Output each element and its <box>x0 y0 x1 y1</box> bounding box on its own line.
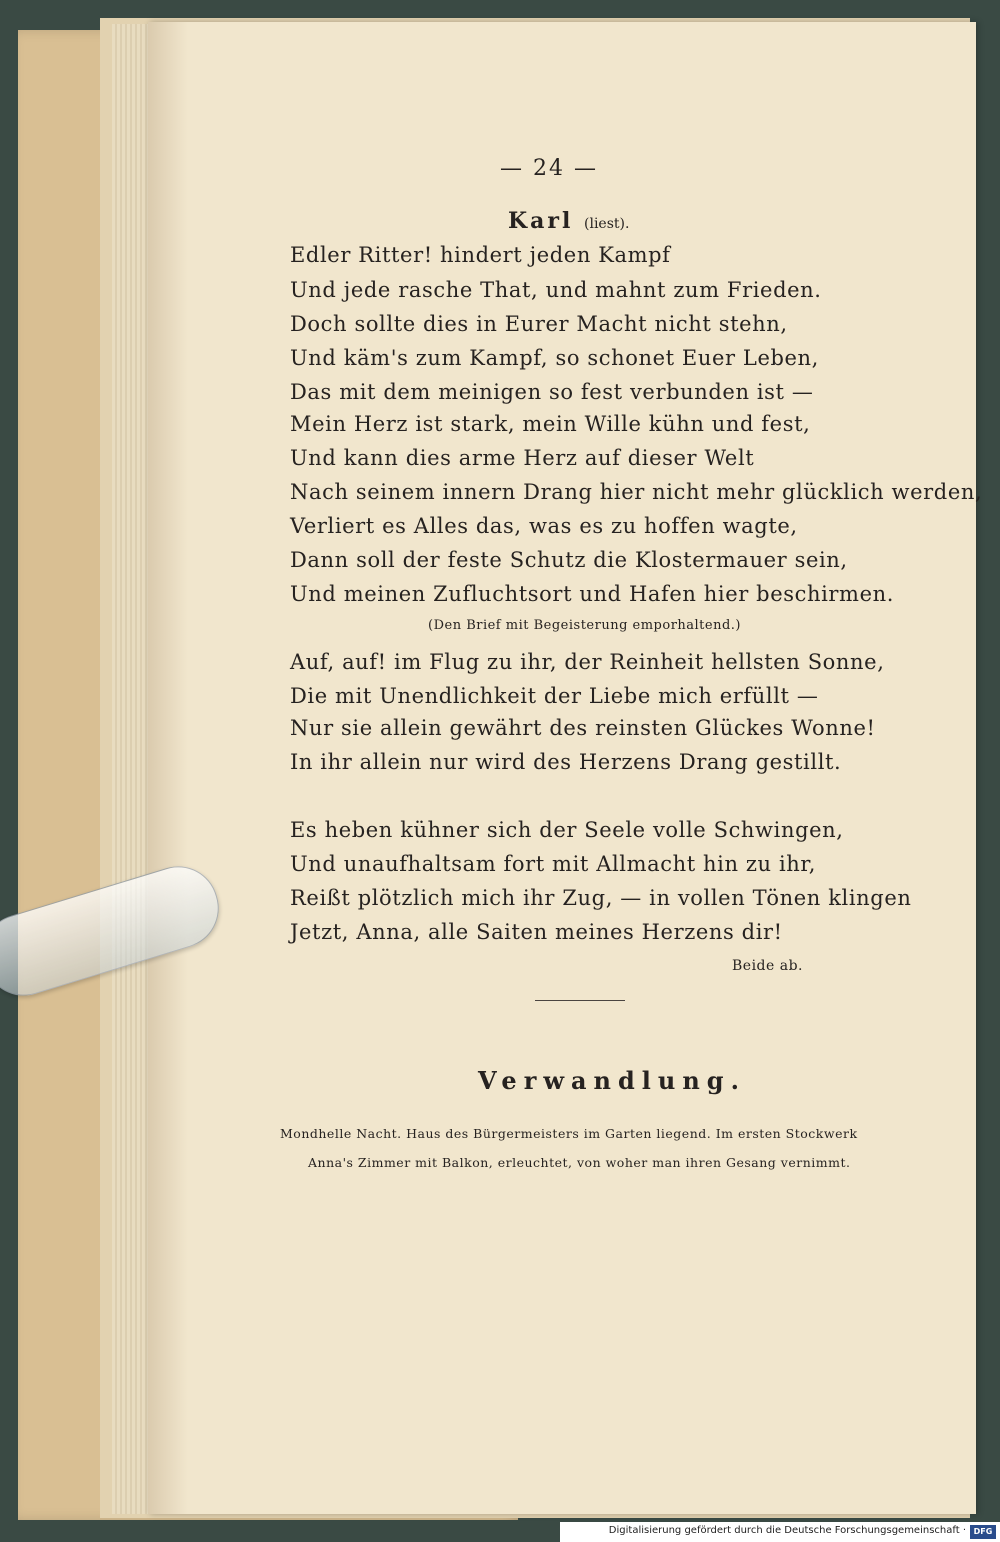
verse-line: Dann soll der feste Schutz die Klostermauer sein, <box>290 548 848 572</box>
scene-description-line: Mondhelle Nacht. Haus des Bürgermeisters im Garten liegend. Im ersten Stockwerk <box>280 1126 858 1141</box>
dfg-logo: DFG <box>970 1525 996 1539</box>
verse-line: Reißt plötzlich mich ihr Zug, — in vollen Tönen klingen <box>290 886 912 910</box>
verse-line: Und meinen Zufluchtsort und Hafen hier beschirmen. <box>290 582 894 606</box>
verse-line: Und kann dies arme Herz auf dieser Welt <box>290 446 755 470</box>
speaker-heading <box>508 208 629 234</box>
page-number: — 24 — <box>500 156 598 181</box>
verse-line: Und jede rasche That, und mahnt zum Frieden. <box>290 278 822 302</box>
speaker-direction: (liest). <box>584 216 630 232</box>
verse-line: Doch sollte dies in Eurer Macht nicht stehn, <box>290 312 788 336</box>
verse-line: Die mit Unendlichkeit der Liebe mich erfüllt — <box>290 684 819 708</box>
verse-line: Nach seinem innern Drang hier nicht mehr glücklich werden, <box>290 480 983 504</box>
speaker-name: Karl <box>508 208 574 234</box>
scene-description-line: Anna's Zimmer mit Balkon, erleuchtet, von woher man ihren Gesang vernimmt. <box>308 1155 851 1170</box>
scene-heading: Verwandlung. <box>478 1066 746 1095</box>
page-gutter-shadow <box>148 22 188 1514</box>
footer-credit: Digitalisierung gefördert durch die Deutsche Forschungsgemeinschaft · <box>608 1525 966 1536</box>
verse-line: In ihr allein nur wird des Herzens Drang gestillt. <box>290 750 842 774</box>
verse-line: Und käm's zum Kampf, so schonet Euer Leben, <box>290 346 819 370</box>
verse-line: Es heben kühner sich der Seele volle Schwingen, <box>290 818 844 842</box>
exit-direction: Beide ab. <box>732 958 804 974</box>
verse-line: Nur sie allein gewährt des reinsten Glückes Wonne! <box>290 716 876 740</box>
verse-line: Auf, auf! im Flug zu ihr, der Reinheit hellsten Sonne, <box>290 650 885 674</box>
verse-line: Edler Ritter! hindert jeden Kampf <box>290 243 671 267</box>
verse-line: Mein Herz ist stark, mein Wille kühn und fest, <box>290 412 811 436</box>
page-stack-edges <box>112 24 152 1514</box>
verse-line: Das mit dem meinigen so fest verbunden ist — <box>290 380 814 404</box>
digitization-footer <box>560 1522 1000 1542</box>
stage-direction: (Den Brief mit Begeisterung emporhaltend.) <box>428 618 741 633</box>
verse-line: Und unaufhaltsam fort mit Allmacht hin zu ihr, <box>290 852 816 876</box>
verse-line: Jetzt, Anna, alle Saiten meines Herzens dir! <box>290 920 783 944</box>
verse-line: Verliert es Alles das, was es zu hoffen wagte, <box>290 514 798 538</box>
section-divider <box>535 1000 625 1001</box>
